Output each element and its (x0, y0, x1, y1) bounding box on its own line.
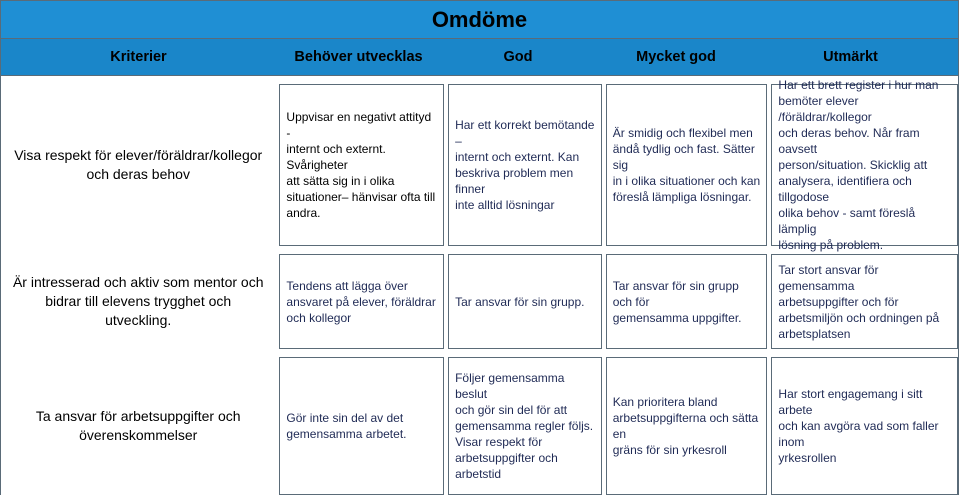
page-title: Omdöme (431, 6, 528, 32)
needs-improvement-cell (279, 357, 444, 495)
table-header (0, 39, 959, 76)
very-good-cell (606, 84, 768, 246)
needs-improvement-cell (279, 254, 444, 349)
good-cell (448, 84, 602, 246)
excellent-cell (771, 357, 958, 495)
header-criteria: Kriterier (110, 49, 167, 65)
good-cell (448, 357, 602, 495)
row-spacer (0, 349, 959, 357)
good-text: Har ett korrekt bemötande – internt och externt. Kan beskriva problem men finner inte alltid lösningar (455, 118, 595, 212)
excellent-text: Har ett brett register i hur man bemöter elever /föräldrar/kollegor och deras behov. Når fram oavsett person/situation. Skicklig att analysera, identifiera och tillgodose olika behov - samt föreslå lämplig lösning på problem. (778, 78, 939, 252)
needs-improvement-text: Gör inte sin del av det gemensamma arbetet. (286, 411, 407, 441)
header-needs-improvement: Behöver utvecklas (294, 49, 423, 65)
good-cell (448, 254, 602, 349)
criterion-cell (1, 84, 275, 246)
table-row (0, 357, 959, 495)
criterion-cell (1, 357, 275, 495)
excellent-text: Tar stort ansvar för gemensamma arbetsuppgifter och för arbetsmiljön och ordningen på arbetsplatsen (778, 262, 940, 341)
very-good-text: Kan prioritera bland arbetsuppgifterna och sätta en gräns för sin yrkesroll (612, 395, 759, 457)
header-excellent: Utmärkt (823, 49, 878, 65)
needs-improvement-cell (279, 84, 444, 246)
criterion-text: Visa respekt för elever/föräldrar/kollegor och deras behov (14, 147, 263, 182)
criterion-text: Är intresserad och aktiv som mentor och bidrar till elevens trygghet och utveckling. (12, 274, 264, 328)
excellent-text: Har stort engagemang i sitt arbete och kan avgöra vad som faller inom yrkesrollen (778, 387, 939, 465)
good-text: Tar ansvar för sin grupp. (455, 294, 585, 309)
excellent-cell (771, 254, 958, 349)
header-very-good: Mycket god (636, 49, 716, 65)
very-good-cell (606, 357, 768, 495)
criterion-cell (1, 254, 275, 349)
header-good: God (503, 49, 533, 65)
needs-improvement-text: Tendens att lägga över ansvaret på elever, föräldrar och kollegor (286, 278, 436, 325)
criterion-text: Ta ansvar för arbetsuppgifter och överenskommelser (35, 408, 241, 443)
very-good-text: Tar ansvar för sin grupp och för gemensamma uppgifter. (612, 278, 742, 325)
good-text: Följer gemensamma beslut och gör sin del för att gemensamma regler följs. Visar respekt för arbetsuppgifter och arbetstid (455, 371, 594, 481)
very-good-cell (606, 254, 768, 349)
excellent-cell (771, 78, 958, 252)
needs-improvement-text: Uppvisar en negativt attityd - internt och externt. Svårigheter att sätta sig in i olika situationer– hänvisar ofta till andra. (286, 110, 436, 220)
table-row (0, 254, 959, 349)
table-row (0, 78, 959, 252)
very-good-text: Är smidig och flexibel men ändå tydlig och fast. Sätter sig in i olika situationer och kan föreslå lämpliga lösningar. (612, 126, 761, 204)
rubric-table (0, 76, 959, 495)
title-bar (0, 0, 959, 39)
